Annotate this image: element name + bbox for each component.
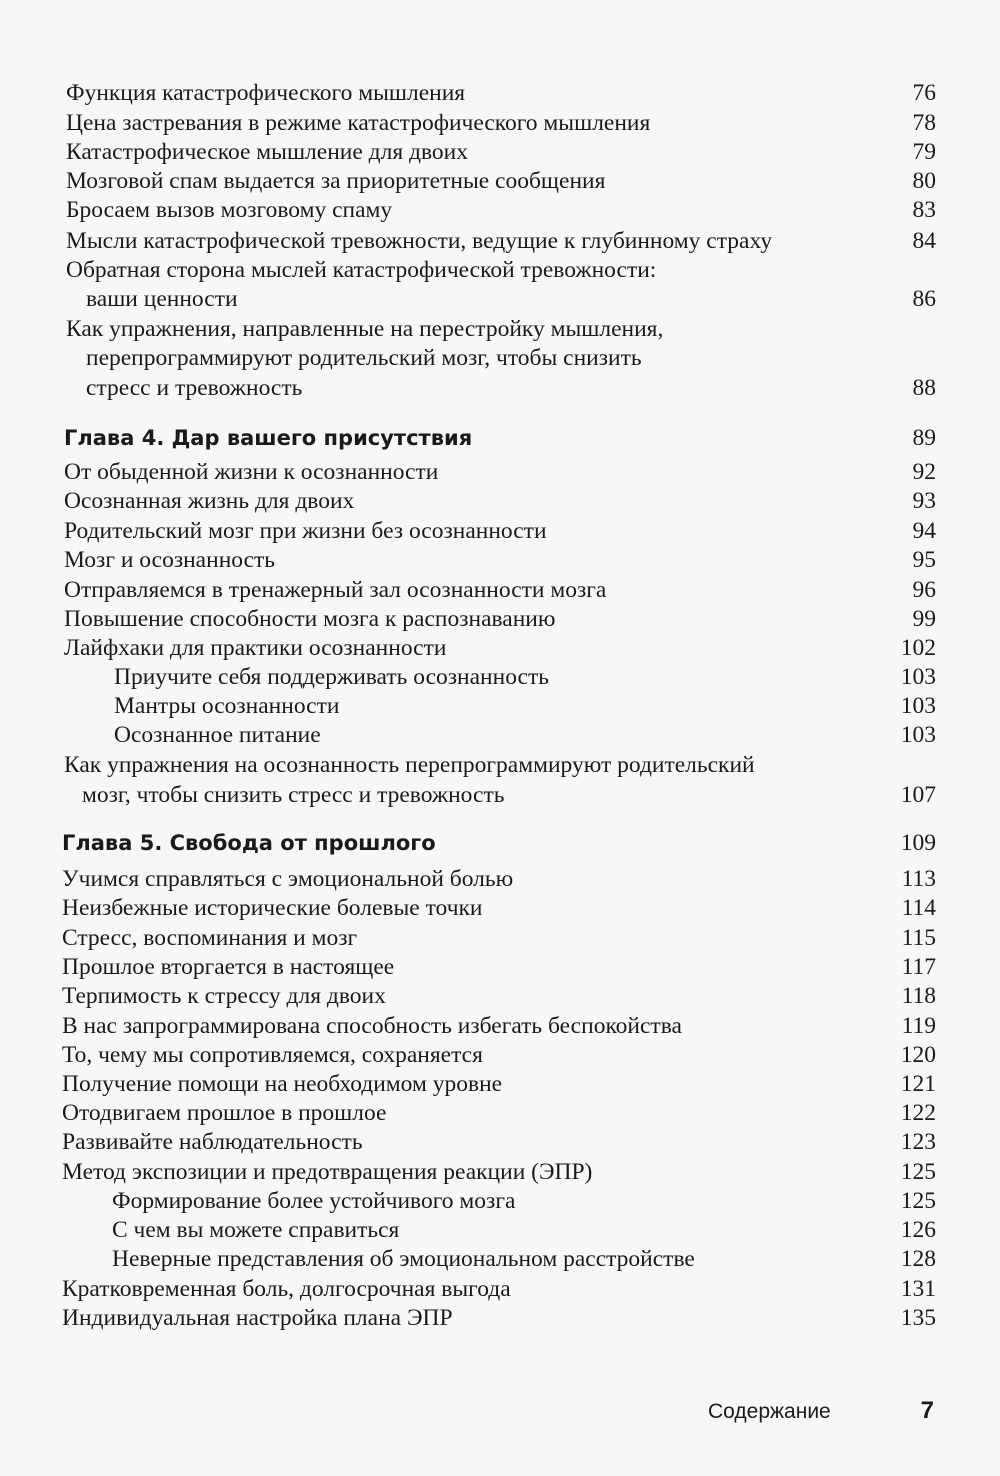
running-footer-title: Содержание [708,1400,831,1423]
toc-page: Функция катастрофического мышления 76 Цена застревания в режиме катастрофического мышления 78 Катастрофическое мышление для двоих 79 Мозговой спам выдается за приоритетные сообщения 80 Бросаем вызов мозговому спаму 83 Мысли катастрофической тревожности, ведущие к глубинному страху 84 Обратная сторона мыслей катастрофической тревожности: ваши ценности 86 Как упражнения, направленные на перестройку мышления, перепрограммируют родительский мозг, чтобы снизить стресс и тревожность 88 Глава 4. Дар вашего присутствия 89 От обыденной жизни к осознанности 92 Осознанная жизнь для двоих 93 Родительский мозг при жизни без осознанности 94 Мозг и осознанность 95 Отправляемся в тренажерный зал осознанности мозга 96 Повышение способности мозга к распознаванию 99 Лайфхаки для практики осознанности 102 Приучите себя поддерживать осознанность 103 Мантры осознанности 103 Осознанное питание 103 Как упражнения на осознанность перепрограммируют родительский мозг, чтобы снизить стресс и тревожность 107 Глава 5. Свобода от прошлого 109 Учимся справляться с эмоциональной болью 113 Неизбежные исторические болевые точки 114 Стресс, воспоминания и мозг 115 Прошлое вторгается в настоящее 117 Терпимость к стрессу для двоих 118 В нас запрограммирована способность избегать беспокойства 119 То, чему мы сопротивляемся, сохраняется 120 Получение помощи на необходимом уровне 121 Отодвигаем прошлое в прошлое 122 Развивайте наблюдательность 123 Метод экспозиции и предотвращения реакции (ЭПР) 125 Формирование более устойчивого мозга 125 С чем вы можете справиться 126 Неверные представления об эмоциональном расстройстве 128 Кратковременная боль, долгосрочная выгода 131 Индивидуальная настройка плана ЭПР 135 Содержание 7 [62,80,936,1424]
page-number: 7 [920,1397,934,1424]
